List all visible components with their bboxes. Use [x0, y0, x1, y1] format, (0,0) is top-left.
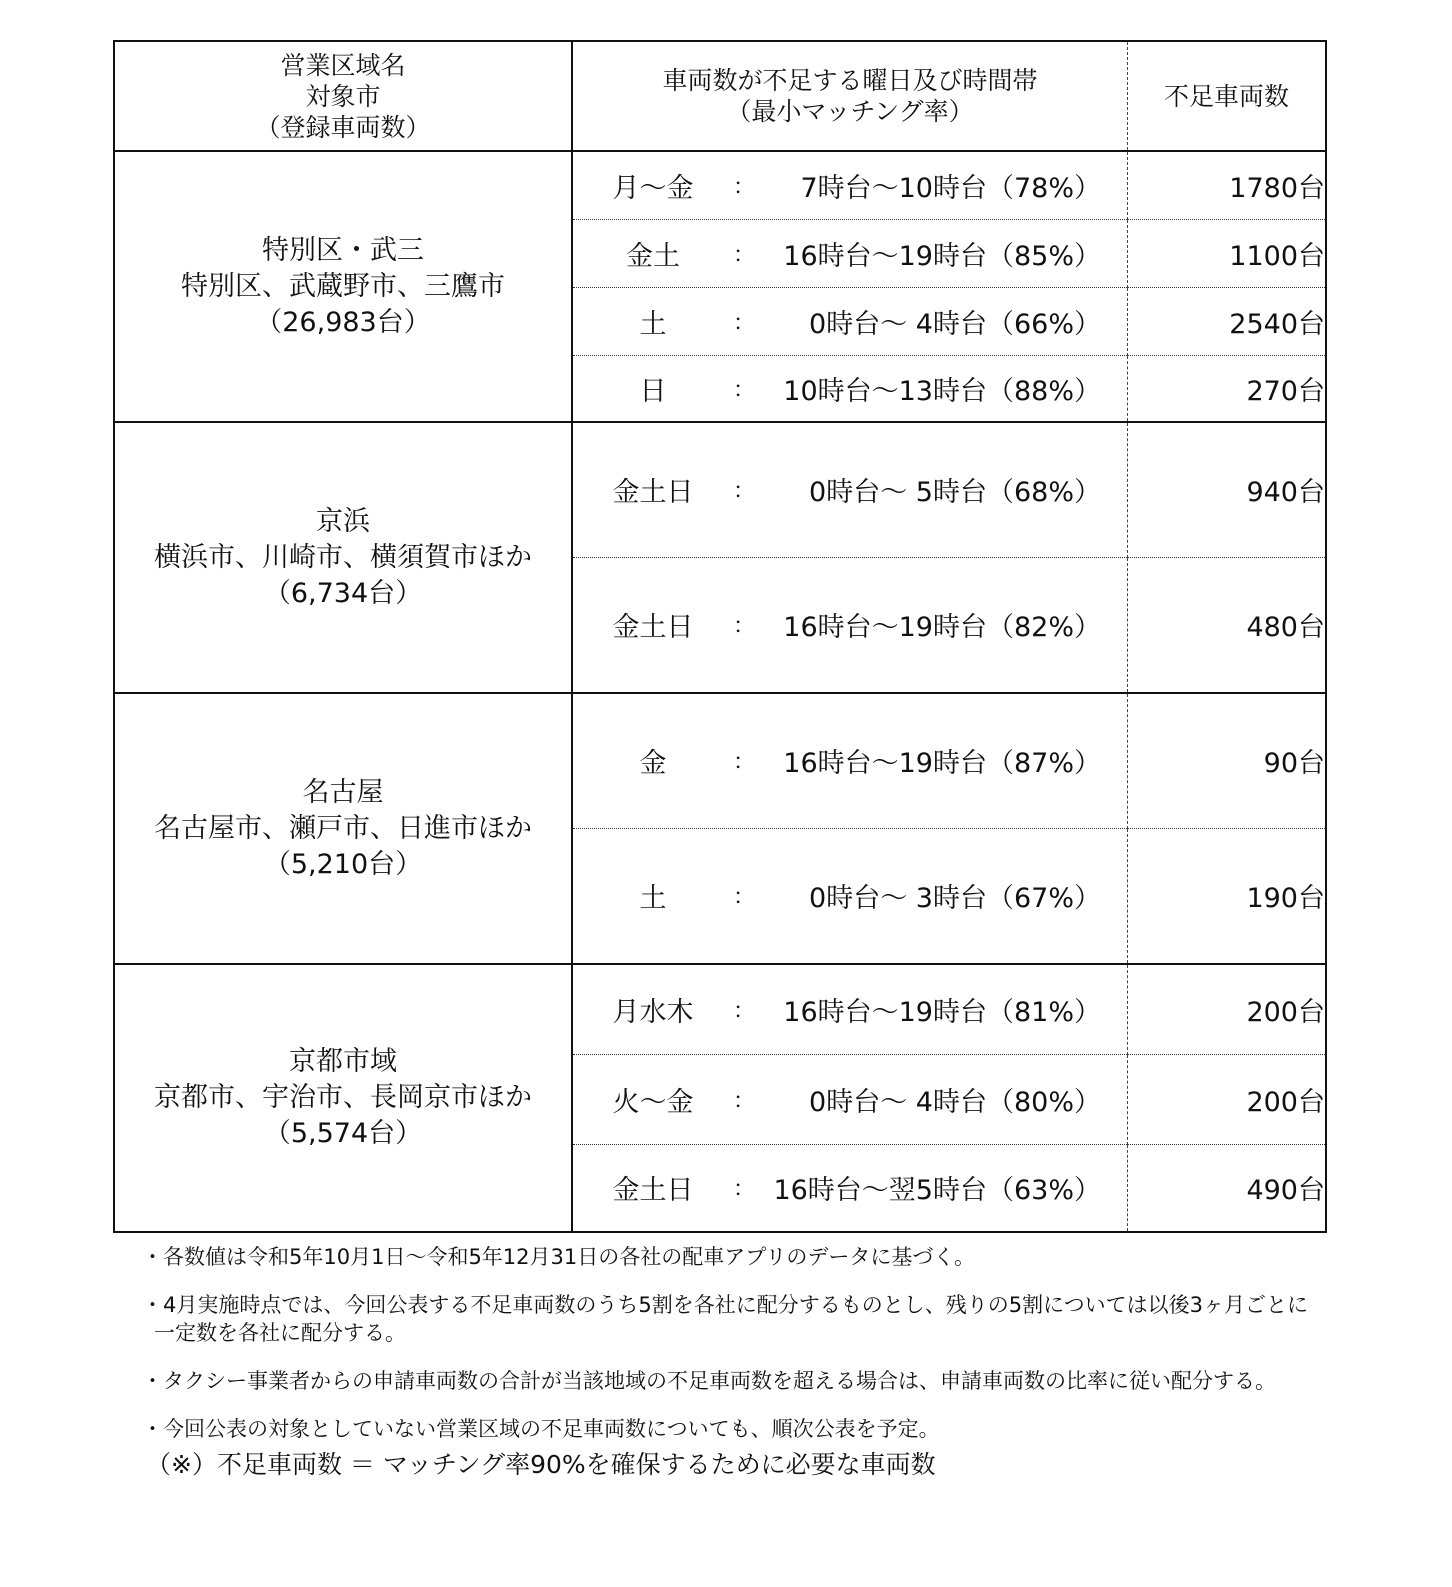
- slot-days: 金土日: [612, 612, 694, 644]
- area-cell: [114, 422, 572, 693]
- shortage-count: 190台: [1128, 828, 1327, 964]
- area-name: 特別区・武三: [262, 234, 424, 266]
- slot-days: 金土日: [612, 1175, 694, 1207]
- shortage-count: 90台: [1128, 693, 1327, 828]
- area-cities: 名古屋市、瀬戸市、日進市ほか: [154, 812, 532, 844]
- slot-separator: ：: [733, 885, 756, 911]
- shortage-table: [113, 40, 1327, 1233]
- area-cities: 特別区、武蔵野市、三鷹市: [181, 270, 505, 302]
- header-time: [572, 41, 1128, 151]
- table-row: [114, 693, 1326, 828]
- slot-time: 16時台～19時台（85%）: [783, 240, 1101, 272]
- table-row: [114, 964, 1326, 1054]
- slot-days: 土: [639, 308, 667, 340]
- shortage-count: 2540台: [1128, 287, 1327, 355]
- footnote: ・今回公表の対象としていない営業区域の不足車両数についても、順次公表を予定。: [142, 1417, 940, 1441]
- formula-definition: （※）不足車両数 ＝ マッチング率90%を確保するために必要な車両数: [146, 1450, 936, 1479]
- slot-cell: [572, 355, 1128, 422]
- slot-cell: [572, 151, 1128, 219]
- shortage-count: 480台: [1128, 557, 1327, 693]
- area-name: 名古屋: [302, 776, 384, 808]
- slot-separator: ：: [733, 479, 756, 505]
- slot-cell: [572, 557, 1128, 693]
- slot-separator: ：: [733, 750, 756, 776]
- table-header: [114, 41, 1326, 151]
- footnote: ・4月実施時点では、今回公表する不足車両数のうち5割を各社に配分するものとし、残りの5割については以後3ヶ月ごとに一定数を各社に配分する。: [142, 1293, 1309, 1345]
- slot-days: 火～金: [612, 1086, 694, 1118]
- area-registered: （6,734台）: [263, 577, 423, 609]
- slot-days: 金: [639, 748, 667, 780]
- slot-time: 16時台～19時台（87%）: [783, 748, 1101, 780]
- shortage-count: 1100台: [1128, 219, 1327, 287]
- slot-days: 月水木: [612, 996, 694, 1028]
- slot-separator: ：: [733, 242, 756, 268]
- area-cell: [114, 151, 572, 422]
- slot-cell: [572, 219, 1128, 287]
- area-registered: （5,210台）: [263, 848, 423, 880]
- shortage-count: 490台: [1128, 1144, 1327, 1232]
- slot-cell: [572, 828, 1128, 964]
- slot-time: 0時台～ 3時台（67%）: [809, 883, 1101, 915]
- table-row: [114, 422, 1326, 557]
- area-name: 京都市域: [289, 1046, 397, 1077]
- slot-days: 日: [639, 375, 667, 407]
- shortage-count: 200台: [1128, 1054, 1327, 1144]
- header-time-line1: 車両数が不足する曜日及び時間帯: [662, 66, 1038, 95]
- header-area: [114, 41, 572, 151]
- shortage-count: 200台: [1128, 964, 1327, 1054]
- slot-separator: ：: [733, 174, 756, 200]
- slot-days: 金土日: [612, 477, 694, 509]
- slot-separator: ：: [733, 1088, 756, 1114]
- slot-time: 16時台～19時台（82%）: [783, 612, 1101, 644]
- area-name: 京浜: [316, 505, 370, 537]
- slot-cell: [572, 693, 1128, 828]
- slot-time: 0時台～ 4時台（66%）: [809, 308, 1101, 340]
- slot-cell: [572, 422, 1128, 557]
- area-cell: [114, 693, 572, 964]
- slot-separator: ：: [733, 377, 756, 403]
- footnotes: [142, 1243, 1322, 1481]
- table-row: [114, 151, 1326, 219]
- shortage-count: 1780台: [1128, 151, 1327, 219]
- slot-separator: ：: [733, 310, 756, 336]
- shortage-count: 270台: [1128, 355, 1327, 422]
- slot-days: 土: [639, 883, 667, 915]
- header-time-line2: （最小マッチング率）: [726, 97, 974, 126]
- slot-separator: ：: [733, 998, 756, 1024]
- slot-time: 0時台～ 5時台（68%）: [809, 477, 1101, 509]
- slot-days: 月～金: [612, 172, 694, 204]
- slot-separator: ：: [733, 1177, 756, 1203]
- header-area-line3: （登録車両数）: [255, 112, 431, 142]
- slot-time: 10時台～13時台（88%）: [783, 375, 1101, 407]
- slot-cell: [572, 964, 1128, 1054]
- slot-time: 16時台～19時台（81%）: [783, 996, 1101, 1028]
- area-cell: [114, 964, 572, 1232]
- slot-time: 16時台～翌5時台（63%）: [773, 1175, 1101, 1207]
- header-count: [1128, 41, 1327, 151]
- area-cities: 京都市、宇治市、長岡京市ほか: [154, 1082, 532, 1113]
- shortage-count: 940台: [1128, 422, 1327, 557]
- slot-days: 金土: [626, 240, 680, 272]
- slot-time: 0時台～ 4時台（80%）: [809, 1086, 1101, 1118]
- slot-cell: [572, 287, 1128, 355]
- slot-cell: [572, 1144, 1128, 1232]
- header-area-line1: 営業区域名: [280, 50, 406, 80]
- header-count-label: 不足車両数: [1163, 81, 1289, 111]
- area-registered: （5,574台）: [263, 1118, 423, 1149]
- footnote: ・各数値は令和5年10月1日～令和5年12月31日の各社の配車アプリのデータに基づく。: [142, 1245, 975, 1269]
- slot-cell: [572, 1054, 1128, 1144]
- area-cities: 横浜市、川崎市、横須賀市ほか: [154, 541, 532, 573]
- slot-separator: ：: [733, 614, 756, 640]
- slot-time: 7時台～10時台（78%）: [800, 172, 1101, 204]
- header-area-line2: 対象市: [305, 81, 381, 111]
- footnote: ・タクシー事業者からの申請車両数の合計が当該地域の不足車両数を超える場合は、申請車両数の比率に従い配分する。: [142, 1369, 1276, 1393]
- area-registered: （26,983台）: [255, 306, 431, 338]
